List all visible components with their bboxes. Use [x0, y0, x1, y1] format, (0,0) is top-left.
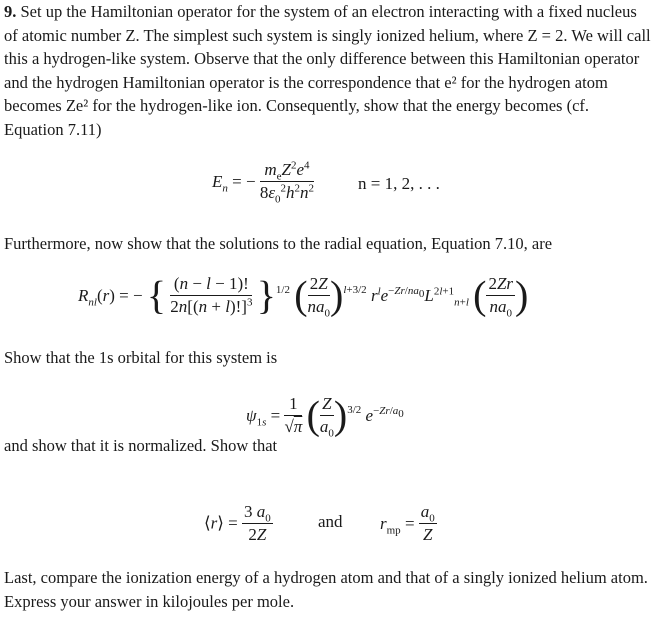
last-text: Last, compare the ionization energy of a hydrogen atom and that of a singly ionized helium atom. Express your answer in kilojoules per mole. — [4, 568, 648, 611]
most-probable-equation: $r_{mp}$ = $\frac{a_0}{Z}$ — [380, 502, 435, 544]
problem-number: 9. — [4, 2, 17, 21]
radial-equation: $R_{nl}(r)$ = − { $\frac{(n - l - 1)!}{2n[(n + l)!]^3}$ }$^{1/2}$ ( $\frac{2Z}{na_0}$ )$^{l+3/2}$ $r^le^{-Zr/na_0}L^{2l+1}_{n+l}$ ( $\frac{2Zr}{na_0}$ ) — [78, 272, 529, 320]
expectation-equation: ⟨r⟩ = $\frac{3 a_0}{2Z}$ — [204, 502, 271, 544]
energy-equation: $E_n$ = − $\frac{m_eZ^2e^4}{8\varepsilon_0^2h^2n^2}$ — [212, 159, 315, 206]
problem-intro — [4, 0, 652, 141]
normalized-text: and show that it is normalized. Show that — [4, 436, 278, 455]
intro-text: Set up the Hamiltonian operator for the system of an electron interacting with a fixed nucleus of atomic number Z. The simplest such system is singly ionized helium, where Z = 2. We will call this a hydrogen-like system. Observe that the only difference between this Hamiltonian operator and the hydrogen Hamiltonian operator is the correspondence that e² for the hydrogen atom becomes Ze² for the hydrogen-like ion. Consequently, show that the energy becomes (cf. Equation 7.11) — [4, 2, 651, 139]
orbital-text: Show that the 1s orbital for this system is — [4, 348, 278, 367]
energy-condition: n = 1, 2, . . . — [358, 174, 440, 193]
orbital-equation: $\psi_{1s}$ = $\frac{1}{√\pi}$ ( $\frac{Z}{a_0}$ )$^{3/2}$ $e^{-Zr/a_0}$ — [246, 392, 404, 440]
and-word: and — [318, 512, 343, 531]
radial-text: Furthermore, now show that the solutions to the radial equation, Equation 7.10, are — [4, 234, 553, 253]
energy-fraction: $\frac{m_eZ^2e^4}{8\varepsilon_0^2h^2n^2}$ — [259, 159, 315, 206]
